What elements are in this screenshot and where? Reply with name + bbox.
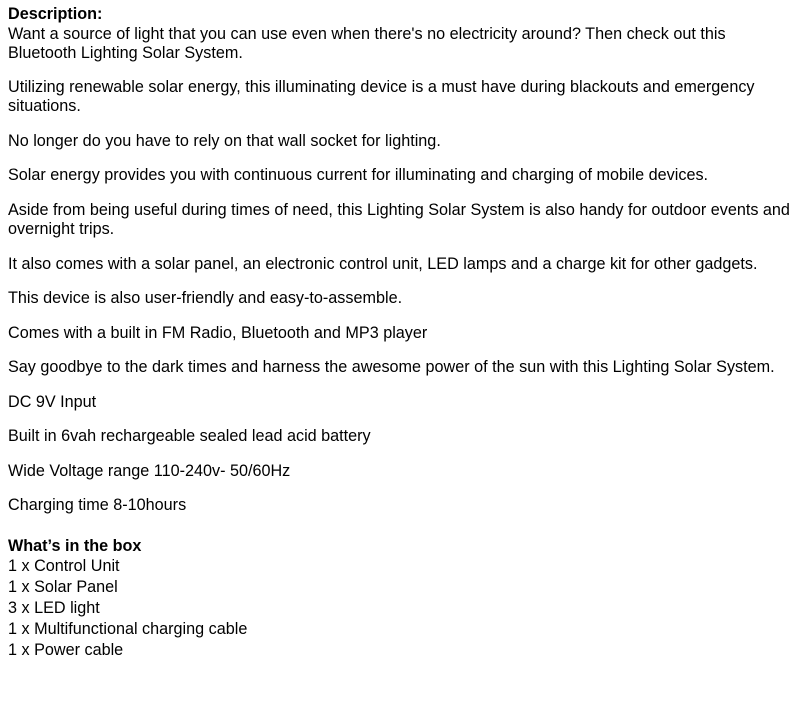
box-contents-item: 1 x Multifunctional charging cable	[8, 619, 248, 638]
description-paragraph: Say goodbye to the dark times and harness the awesome power of the sun with this Lighting Solar System.	[8, 358, 775, 376]
box-contents-item: 1 x Control Unit	[8, 556, 120, 575]
description-paragraph: Utilizing renewable solar energy, this illuminating device is a must have during blackouts and emergency situations.	[8, 77, 755, 115]
box-contents-item: 1 x Power cable	[8, 640, 124, 659]
description-paragraph: Solar energy provides you with continuous current for illuminating and charging of mobile devices.	[8, 166, 709, 184]
box-contents-item: 3 x LED light	[8, 598, 100, 617]
description-paragraph: Comes with a built in FM Radio, Bluetooth and MP3 player	[8, 323, 428, 342]
spec-battery: Built in 6vah rechargeable sealed lead acid battery	[8, 427, 371, 445]
description-paragraph: Aside from being useful during times of need, this Lighting Solar System is also handy for outdoor events and overnight trips.	[8, 200, 790, 238]
box-contents-heading: What’s in the box	[8, 536, 142, 555]
product-description	[8, 5, 796, 661]
spec-charging-time: Charging time 8-10hours	[8, 496, 187, 514]
description-heading: Description:	[8, 5, 103, 23]
description-paragraph: Want a source of light that you can use even when there's no electricity around? Then check out this Bluetooth Lighting Solar System.	[8, 24, 726, 62]
box-contents-item: 1 x Solar Panel	[8, 577, 118, 596]
box-contents-list	[8, 556, 796, 661]
spec-input: DC 9V Input	[8, 392, 97, 411]
description-paragraph: No longer do you have to rely on that wall socket for lighting.	[8, 131, 441, 150]
description-paragraph: It also comes with a solar panel, an electronic control unit, LED lamps and a charge kit for other gadgets.	[8, 254, 758, 273]
spec-voltage: Wide Voltage range 110-240v- 50/60Hz	[8, 461, 291, 480]
description-paragraph: This device is also user-friendly and easy-to-assemble.	[8, 289, 403, 307]
